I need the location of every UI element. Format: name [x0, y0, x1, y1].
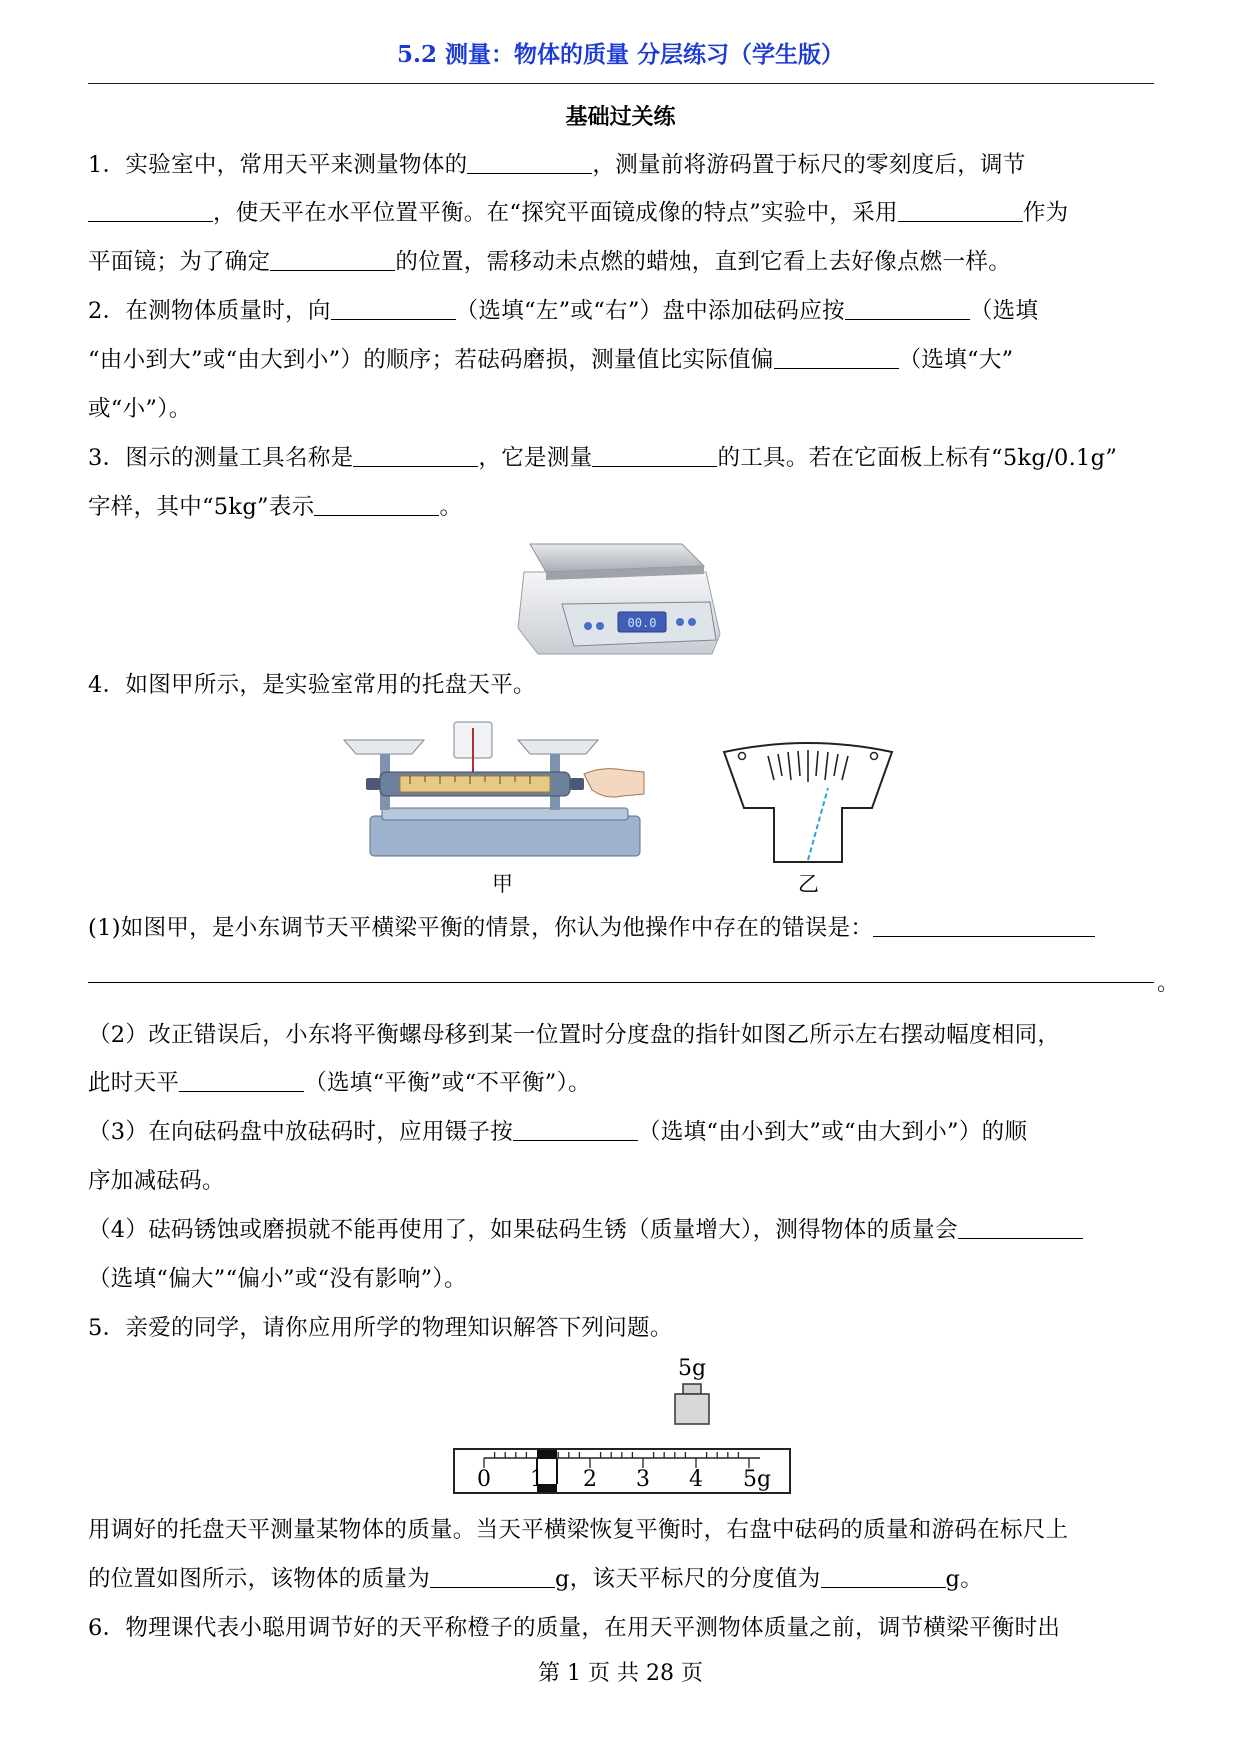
question-3-line-2: 字样，其中“5kg”表示 。: [88, 494, 463, 520]
question-6-line-1: 6．物理课代表小聪用调节好的天平称橙子的质量，在用天平测物体质量之前，调节横梁平衡时出: [88, 1615, 1061, 1641]
answer-blank[interactable]: [845, 298, 970, 320]
electronic-scale-figure: [516, 532, 722, 660]
answer-blank[interactable]: [774, 347, 899, 369]
question-4-part-2-line-1: （2）改正错误后，小东将平衡螺母移到某一位置时分度盘的指针如图乙所示左右摆动幅度相同，: [88, 1022, 1061, 1048]
answer-blank[interactable]: [353, 445, 478, 467]
pan-balance-figure: [340, 712, 660, 862]
answer-blank[interactable]: [314, 494, 439, 516]
answer-blank-full-line[interactable]: [88, 982, 1154, 983]
balance-dial-figure: [722, 740, 894, 864]
answer-blank[interactable]: [331, 298, 456, 320]
question-4-part-3-line-1: （3）在向砝码盘中放砝码时，应用镊子按 （选填“由小到大”或“由大到小”）的顺: [88, 1119, 1028, 1145]
question-4-part-3-line-2: 序加减砝码。: [88, 1168, 225, 1194]
ruler-tick-label-3: 3: [636, 1467, 650, 1492]
weight-and-ruler-figure: [448, 1350, 798, 1500]
question-4-part-2-line-2: 此时天平 （选填“平衡”或“不平衡”）。: [88, 1070, 591, 1096]
scale-display-readout: 00.0: [627, 616, 657, 630]
page-footer: 第 1 页 共 28 页: [538, 1661, 703, 1686]
ruler-tick-label-0: 0: [477, 1467, 491, 1492]
page-title: 5.2 测量：物体的质量 分层练习（学生版）: [396, 41, 845, 68]
question-2-line-2: “由小到大”或“由大到小”）的顺序；若砝码磨损，测量值比实际值偏 （选填“大”: [88, 347, 1014, 373]
weight-label: 5g: [677, 1356, 707, 1381]
answer-blank[interactable]: [270, 249, 395, 271]
section-title: 基础过关练: [565, 104, 676, 130]
answer-blank[interactable]: [179, 1070, 304, 1092]
question-5-intro: 5．亲爱的同学，请你应用所学的物理知识解答下列问题。: [88, 1315, 673, 1341]
answer-blank[interactable]: [958, 1217, 1083, 1239]
question-1-line-2: ，使天平在水平位置平衡。在“探究平面镜成像的特点”实验中，采用 作为: [88, 195, 1068, 227]
question-4-part-4-line-1: （4）砝码锈蚀或磨损就不能再使用了，如果砝码生锈（质量增大），测得物体的质量会: [88, 1212, 1083, 1244]
answer-blank[interactable]: [88, 200, 213, 222]
question-5-line-1: 用调好的托盘天平测量某物体的质量。当天平横梁恢复平衡时，右盘中砝码的质量和游码在标尺上: [88, 1517, 1069, 1543]
question-2-line-1: 2．在测物体质量时，向 （选填“左”或“右”）盘中添加砝码应按 （选填: [88, 298, 1039, 324]
answer-blank[interactable]: [898, 200, 1023, 222]
question-3-line-1: 3．图示的测量工具名称是 ，它是测量 的工具。若在它面板上标有“5kg/0.1g”: [88, 445, 1118, 471]
question-4-part-1: (1)如图甲，是小东调节天平横梁平衡的情景，你认为他操作中存在的错误是：: [88, 910, 1095, 942]
answer-blank[interactable]: [513, 1119, 638, 1141]
figure-caption-yi: 乙: [798, 872, 819, 896]
question-4-part-4-line-2: （选填“偏大”“偏小”或“没有影响”）。: [88, 1266, 467, 1292]
question-2-line-3: 或“小”）。: [88, 396, 192, 422]
question-5-line-2: 的位置如图所示，该物体的质量为 g，该天平标尺的分度值为 g。: [88, 1566, 984, 1592]
ruler-tick-label-1: 1: [530, 1467, 544, 1492]
ruler-tick-label-2: 2: [583, 1467, 597, 1492]
end-punctuation: 。: [1157, 971, 1180, 996]
answer-blank[interactable]: [430, 1566, 555, 1588]
question-1-line-1: 1．实验室中，常用天平来测量物体的 ，测量前将游码置于标尺的零刻度后，调节: [88, 152, 1026, 178]
header-divider: [88, 83, 1154, 84]
answer-blank[interactable]: [821, 1566, 946, 1588]
ruler-tick-label-4: 4: [689, 1467, 703, 1492]
question-1-line-3: 平面镜；为了确定 的位置，需移动未点燃的蜡烛，直到它看上去好像点燃一样。: [88, 249, 1012, 275]
answer-blank[interactable]: [592, 445, 717, 467]
answer-blank[interactable]: [467, 152, 592, 174]
question-4-intro: 4．如图甲所示，是实验室常用的托盘天平。: [88, 672, 536, 698]
answer-blank[interactable]: [873, 915, 1095, 937]
ruler-tick-label-5: 5g: [742, 1467, 772, 1492]
figure-caption-jia: 甲: [492, 872, 513, 896]
